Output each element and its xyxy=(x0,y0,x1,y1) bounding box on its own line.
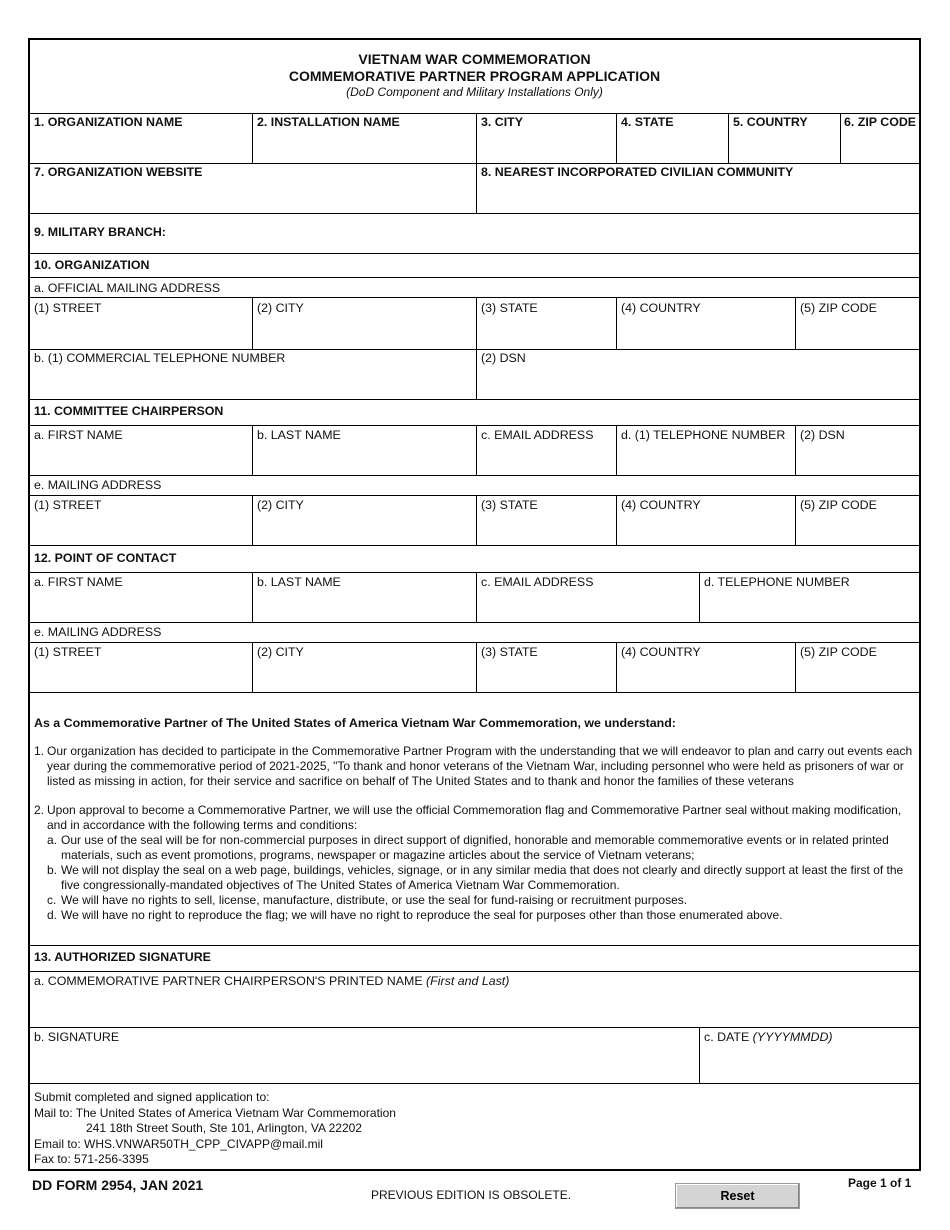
chair-zip-code-input[interactable] xyxy=(798,515,917,543)
divider xyxy=(30,349,919,350)
term-c-text: We will have no rights to sell, license, manufacture, distribute, or use the seal for fund-raising or recruitment purposes. xyxy=(61,893,688,907)
divider xyxy=(795,425,796,475)
org-zip-code-label: (5) ZIP CODE xyxy=(800,301,877,315)
divider xyxy=(476,572,477,622)
chair-street-input[interactable] xyxy=(32,515,250,543)
divider xyxy=(30,692,919,693)
signature-label: b. SIGNATURE xyxy=(34,1030,120,1044)
chair-first-name-label: a. FIRST NAME xyxy=(34,428,123,442)
chairperson-heading: 11. COMMITTEE CHAIRPERSON xyxy=(34,404,224,418)
state-label: 4. STATE xyxy=(621,115,674,129)
org-city-label: (2) CITY xyxy=(257,301,304,315)
poc-telephone-input[interactable] xyxy=(702,592,917,620)
poc-state-label: (3) STATE xyxy=(481,645,538,659)
chair-last-name-label: b. LAST NAME xyxy=(257,428,341,442)
divider xyxy=(30,253,919,254)
term-d xyxy=(34,908,914,923)
obsolete-notice: PREVIOUS EDITION IS OBSOLETE. xyxy=(371,1188,572,1202)
submission-line-3: 241 18th Street South, Ste 101, Arlington, VA 22202 xyxy=(86,1121,362,1135)
installation-name-input[interactable] xyxy=(255,132,474,160)
divider xyxy=(30,642,919,643)
date-label xyxy=(704,1030,833,1045)
printed-name-label xyxy=(34,974,509,989)
chair-first-name-input[interactable] xyxy=(32,445,250,473)
chair-state-input[interactable] xyxy=(479,515,614,543)
term-letter: d. xyxy=(47,908,58,922)
organization-website-input[interactable] xyxy=(32,182,474,210)
divider xyxy=(252,297,253,349)
zip-code-input[interactable] xyxy=(843,132,917,160)
terms-paragraph-2-text: Upon approval to become a Commemorative Partner, we will use the official Commemoration flag and Commemorative Partner seal without making modification, and in accordance with the following terms and conditions: xyxy=(47,803,902,832)
date-label-text: c. DATE xyxy=(704,1030,750,1044)
divider xyxy=(616,425,617,475)
org-dsn-input[interactable] xyxy=(479,368,917,396)
divider xyxy=(30,399,919,400)
printed-name-hint: (First and Last) xyxy=(426,974,510,988)
org-dsn-label: (2) DSN xyxy=(481,351,526,365)
terms-paragraph-1-text: Our organization has decided to participate in the Commemorative Partner Program with the understanding that we will endeavor to plan and carry out events each year during the commemorative period of 2021-2025, "To thank and honor veterans of the Vietnam War, including personnel who were held as prisoners of war or listed as missing in action, for their service and sacrifice on behalf of The United States and to thank and honor the families of these veterans xyxy=(47,744,913,788)
submission-line-1: Submit completed and signed application to: xyxy=(34,1090,270,1104)
date-format-hint: (YYYYMMDD) xyxy=(752,1030,833,1044)
poc-last-name-label: b. LAST NAME xyxy=(257,575,341,589)
signature-field[interactable] xyxy=(32,1047,697,1081)
chair-street-label: (1) STREET xyxy=(34,498,102,512)
city-input[interactable] xyxy=(479,132,614,160)
divider xyxy=(30,1027,919,1028)
divider xyxy=(30,971,919,972)
term-b-text: We will not display the seal on a web page, buildings, vehicles, signage, or in any similar media that does not clearly and directly support at least the first of the five congressionally-mandated objectives of The United States of America Vietnam War Commemoration. xyxy=(61,863,904,892)
military-branch-label: 9. MILITARY BRANCH: xyxy=(34,225,166,239)
term-d-text: We will have no right to reproduce the flag; we will have no right to reproduce the seal for purposes other than those enumerated above. xyxy=(61,908,783,922)
divider xyxy=(476,495,477,545)
term-letter: b. xyxy=(47,863,58,877)
country-input[interactable] xyxy=(731,132,838,160)
poc-state-input[interactable] xyxy=(479,662,614,690)
terms-paragraph-1 xyxy=(34,744,914,789)
organization-heading: 10. ORGANIZATION xyxy=(34,258,150,272)
divider xyxy=(252,425,253,475)
divider xyxy=(840,113,841,163)
organization-website-label: 7. ORGANIZATION WEBSITE xyxy=(34,165,203,179)
poc-heading: 12. POINT OF CONTACT xyxy=(34,551,177,565)
printed-name-label-text: a. COMMEMORATIVE PARTNER CHAIRPERSON'S PRINTED NAME xyxy=(34,974,423,988)
military-branch-input[interactable] xyxy=(170,220,915,246)
term-a xyxy=(34,833,914,863)
poc-first-name-input[interactable] xyxy=(32,592,250,620)
official-mailing-address-heading: a. OFFICIAL MAILING ADDRESS xyxy=(34,281,221,295)
divider xyxy=(252,572,253,622)
form-id: DD FORM 2954, JAN 2021 xyxy=(32,1177,204,1193)
divider xyxy=(30,1083,919,1084)
divider xyxy=(30,297,919,298)
poc-street-label: (1) STREET xyxy=(34,645,102,659)
terms-number: 1. xyxy=(34,744,45,758)
divider xyxy=(616,297,617,349)
chair-country-input[interactable] xyxy=(619,515,793,543)
divider xyxy=(795,642,796,692)
divider xyxy=(30,495,919,496)
term-letter: c. xyxy=(47,893,57,907)
poc-zip-code-input[interactable] xyxy=(798,662,917,690)
organization-name-label: 1. ORGANIZATION NAME xyxy=(34,115,183,129)
chair-city-input[interactable] xyxy=(255,515,474,543)
term-b xyxy=(34,863,914,893)
divider xyxy=(616,642,617,692)
printed-name-input[interactable] xyxy=(32,992,917,1024)
signature-heading: 13. AUTHORIZED SIGNATURE xyxy=(34,950,211,964)
form-title-line2: COMMEMORATIVE PARTNER PROGRAM APPLICATION xyxy=(288,68,661,84)
installation-name-label: 2. INSTALLATION NAME xyxy=(257,115,400,129)
chair-zip-code-label: (5) ZIP CODE xyxy=(800,498,877,512)
city-label: 3. CITY xyxy=(481,115,523,129)
nearest-community-input[interactable] xyxy=(479,182,917,210)
poc-email-input[interactable] xyxy=(479,592,697,620)
org-city-input[interactable] xyxy=(255,318,474,346)
org-country-input[interactable] xyxy=(619,318,793,346)
form-title-line1: VIETNAM WAR COMMEMORATION xyxy=(358,51,591,67)
divider xyxy=(30,622,919,623)
poc-street-input[interactable] xyxy=(32,662,250,690)
organization-name-input[interactable] xyxy=(32,132,250,160)
divider xyxy=(30,277,919,278)
divider xyxy=(476,425,477,475)
chair-dsn-input[interactable] xyxy=(798,445,917,473)
poc-zip-code-label: (5) ZIP CODE xyxy=(800,645,877,659)
term-a-text: Our use of the seal will be for non-commercial purposes in direct support of dignified, honorable and memorable commemorative events or in related printed materials, such as event promotions, programs, newspaper or magazine articles about the service of Vietnam veterans; xyxy=(61,833,889,862)
country-label: 5. COUNTRY xyxy=(733,115,808,129)
org-telephone-input[interactable] xyxy=(32,368,474,396)
divider xyxy=(30,945,919,946)
divider xyxy=(30,475,919,476)
chair-last-name-input[interactable] xyxy=(255,445,474,473)
page-number: Page 1 of 1 xyxy=(848,1176,912,1190)
divider xyxy=(795,297,796,349)
term-c xyxy=(34,893,914,908)
terms-number: 2. xyxy=(34,803,45,817)
submission-fax: Fax to: 571-256-3395 xyxy=(34,1152,149,1166)
poc-country-label: (4) COUNTRY xyxy=(621,645,701,659)
chair-state-label: (3) STATE xyxy=(481,498,538,512)
chair-email-label: c. EMAIL ADDRESS xyxy=(481,428,594,442)
divider xyxy=(476,642,477,692)
divider xyxy=(252,495,253,545)
poc-country-input[interactable] xyxy=(619,662,793,690)
org-country-label: (4) COUNTRY xyxy=(621,301,701,315)
chair-telephone-label: d. (1) TELEPHONE NUMBER xyxy=(621,428,786,442)
org-zip-code-input[interactable] xyxy=(798,318,917,346)
zip-code-label: 6. ZIP CODE xyxy=(844,115,917,129)
term-letter: a. xyxy=(47,833,58,847)
date-input[interactable] xyxy=(702,1047,917,1081)
chair-email-input[interactable] xyxy=(479,445,614,473)
divider xyxy=(699,572,700,622)
submission-email: Email to: WHS.VNWAR50TH_CPP_CIVAPP@mail.mil xyxy=(34,1136,323,1151)
poc-first-name-label: a. FIRST NAME xyxy=(34,575,123,589)
divider xyxy=(616,113,617,163)
terms-paragraph-2 xyxy=(34,803,914,923)
chair-country-label: (4) COUNTRY xyxy=(621,498,701,512)
org-state-label: (3) STATE xyxy=(481,301,538,315)
divider xyxy=(30,113,919,114)
divider xyxy=(30,213,919,214)
nearest-community-label: 8. NEAREST INCORPORATED CIVILIAN COMMUNITY xyxy=(481,165,794,179)
org-state-input[interactable] xyxy=(479,318,614,346)
submission-line-2: Mail to: The United States of America Vietnam War Commemoration xyxy=(34,1105,396,1120)
poc-email-label: c. EMAIL ADDRESS xyxy=(481,575,594,589)
form-header xyxy=(30,40,919,113)
org-street-input[interactable] xyxy=(32,318,250,346)
divider xyxy=(616,495,617,545)
divider xyxy=(252,113,253,163)
divider xyxy=(30,425,919,426)
chair-mailing-address-heading: e. MAILING ADDRESS xyxy=(34,478,162,492)
terms-intro: As a Commemorative Partner of The United States of America Vietnam War Commemoration, we understand: xyxy=(34,716,676,730)
divider xyxy=(699,1027,700,1083)
divider xyxy=(728,113,729,163)
poc-last-name-input[interactable] xyxy=(255,592,474,620)
divider xyxy=(30,572,919,573)
divider xyxy=(30,545,919,546)
divider xyxy=(252,642,253,692)
divider xyxy=(476,297,477,399)
reset-button[interactable]: Reset xyxy=(675,1183,800,1209)
application-form xyxy=(28,38,921,1171)
form-subtitle: (DoD Component and Military Installations Only) xyxy=(346,85,603,99)
org-telephone-label: b. (1) COMMERCIAL TELEPHONE NUMBER xyxy=(34,351,286,365)
divider xyxy=(30,163,919,164)
state-input[interactable] xyxy=(619,132,726,160)
chair-telephone-input[interactable] xyxy=(619,445,793,473)
submission-instructions xyxy=(34,1090,396,1168)
chair-city-label: (2) CITY xyxy=(257,498,304,512)
poc-mailing-address-heading: e. MAILING ADDRESS xyxy=(34,625,162,639)
poc-city-label: (2) CITY xyxy=(257,645,304,659)
poc-telephone-label: d. TELEPHONE NUMBER xyxy=(704,575,850,589)
divider xyxy=(795,495,796,545)
org-street-label: (1) STREET xyxy=(34,301,102,315)
poc-city-input[interactable] xyxy=(255,662,474,690)
chair-dsn-label: (2) DSN xyxy=(800,428,845,442)
